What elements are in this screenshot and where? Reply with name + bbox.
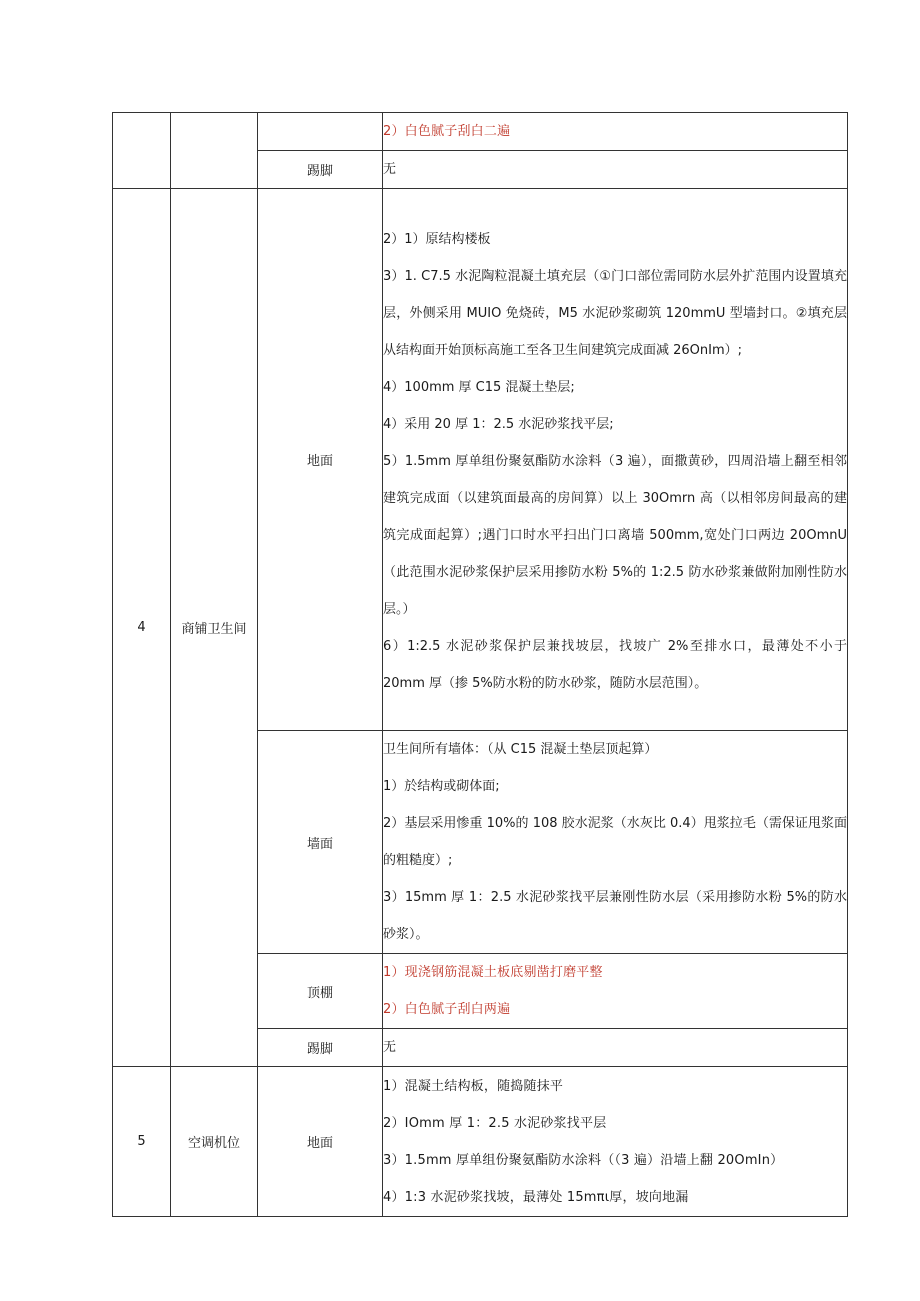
- skirting-value: 无: [383, 162, 397, 177]
- space-cell: 空调机位: [171, 1067, 258, 1217]
- floor-item: 3）1.5mm 厚单组份聚氨酯防水涂料（（3 遍）沿墙上翻 20OmIn）: [383, 1152, 784, 1168]
- content-cell: [383, 189, 848, 731]
- table-row: [113, 1067, 848, 1217]
- finish-schedule-table: [112, 112, 848, 1217]
- content-cell: [383, 954, 848, 1029]
- floor-item: 4）1:3 水泥砂浆找坡，最薄处 15mπι厚，坡向地漏: [383, 1189, 689, 1205]
- floor-item: 3）1. C7.5 水泥陶粒混凝土填充层（①门口部位需同防水层外扩范围内设置填充层，外侧采用 MUIO 免烧砖，M5 水泥砂浆砌筑 120mmU 型墙封口。②填充层从结构面开始顶标高施工至各卫生间建筑完成面减 26OnIm）;: [383, 269, 847, 358]
- space-cell: [171, 113, 258, 189]
- ceiling-item: 1）现浇钢筋混凝土板底剔凿打磨平整: [383, 965, 603, 980]
- part-label: 地面: [258, 189, 383, 731]
- content-cell: [383, 113, 848, 151]
- part-label: 墙面: [258, 731, 383, 954]
- content-cell: [383, 731, 848, 954]
- part-label: 踢脚: [258, 1029, 383, 1067]
- content-cell: [383, 151, 848, 189]
- floor-item: 5）1.5mm 厚单组份聚氨酯防水涂料（3 遍），面撒黄砂，四周沿墙上翻至相邻建筑完成面（以建筑面最高的房间算）以上 30Omrn 高（以相邻房间最高的建筑完成面起算）;遇门口时水平扫出门口离墙 500mm,宽处门口两边 20OmnU（此范围水泥砂浆保护层采用掺防水粉 5%的 1:2.5 防水砂浆兼做附加刚性防水层。）: [383, 454, 847, 617]
- table-row: [113, 113, 848, 151]
- ceiling-item: 2）白色腻子刮白两遍: [383, 1002, 511, 1017]
- floor-item: 1）混凝土结构板，随捣随抹平: [383, 1078, 564, 1094]
- index-cell: 4: [113, 189, 171, 1067]
- floor-item: 4）100mm 厚 C15 混凝土垫层;: [383, 380, 575, 395]
- part-cell: [258, 113, 383, 151]
- table-row: [113, 189, 848, 731]
- wall-item: 卫生间所有墙体：（从 C15 混凝土垫层顶起算）: [383, 742, 658, 757]
- part-label: 顶棚: [258, 954, 383, 1029]
- content-cell: [383, 1029, 848, 1067]
- content-cell: [383, 1067, 848, 1217]
- floor-item: 6）1:2.5 水泥砂浆保护层兼找坡层，找坡广 2%至排水口，最薄处不小于 20mm 厚（掺 5%防水粉的防水砂浆，随防水层范围）。: [383, 639, 847, 691]
- wall-item: 3）15mm 厚 1：2.5 水泥砂浆找平层兼刚性防水层（采用掺防水粉 5%的防水砂浆）。: [383, 890, 847, 942]
- wall-item: 1）於结构或砌体面;: [383, 779, 500, 794]
- wall-item: 2）基层采用惨重 10%的 108 胶水泥浆（水灰比 0.4）甩浆拉毛（需保证甩浆面的粗糙度）;: [383, 816, 847, 868]
- index-cell: [113, 113, 171, 189]
- floor-item: 2）IOmm 厚 1：2.5 水泥砂浆找平层: [383, 1115, 607, 1131]
- ceiling-item: 2）白色腻子刮白二遍: [383, 124, 511, 139]
- part-label: 踢脚: [258, 151, 383, 189]
- floor-item: 4）采用 20 厚 1：2.5 水泥砂浆找平层;: [383, 417, 614, 432]
- floor-item: 2）1）原结构楼板: [383, 232, 491, 247]
- part-label: 地面: [258, 1067, 383, 1217]
- index-cell: 5: [113, 1067, 171, 1217]
- skirting-value: 无: [383, 1040, 397, 1055]
- space-cell: 商铺卫生间: [171, 189, 258, 1067]
